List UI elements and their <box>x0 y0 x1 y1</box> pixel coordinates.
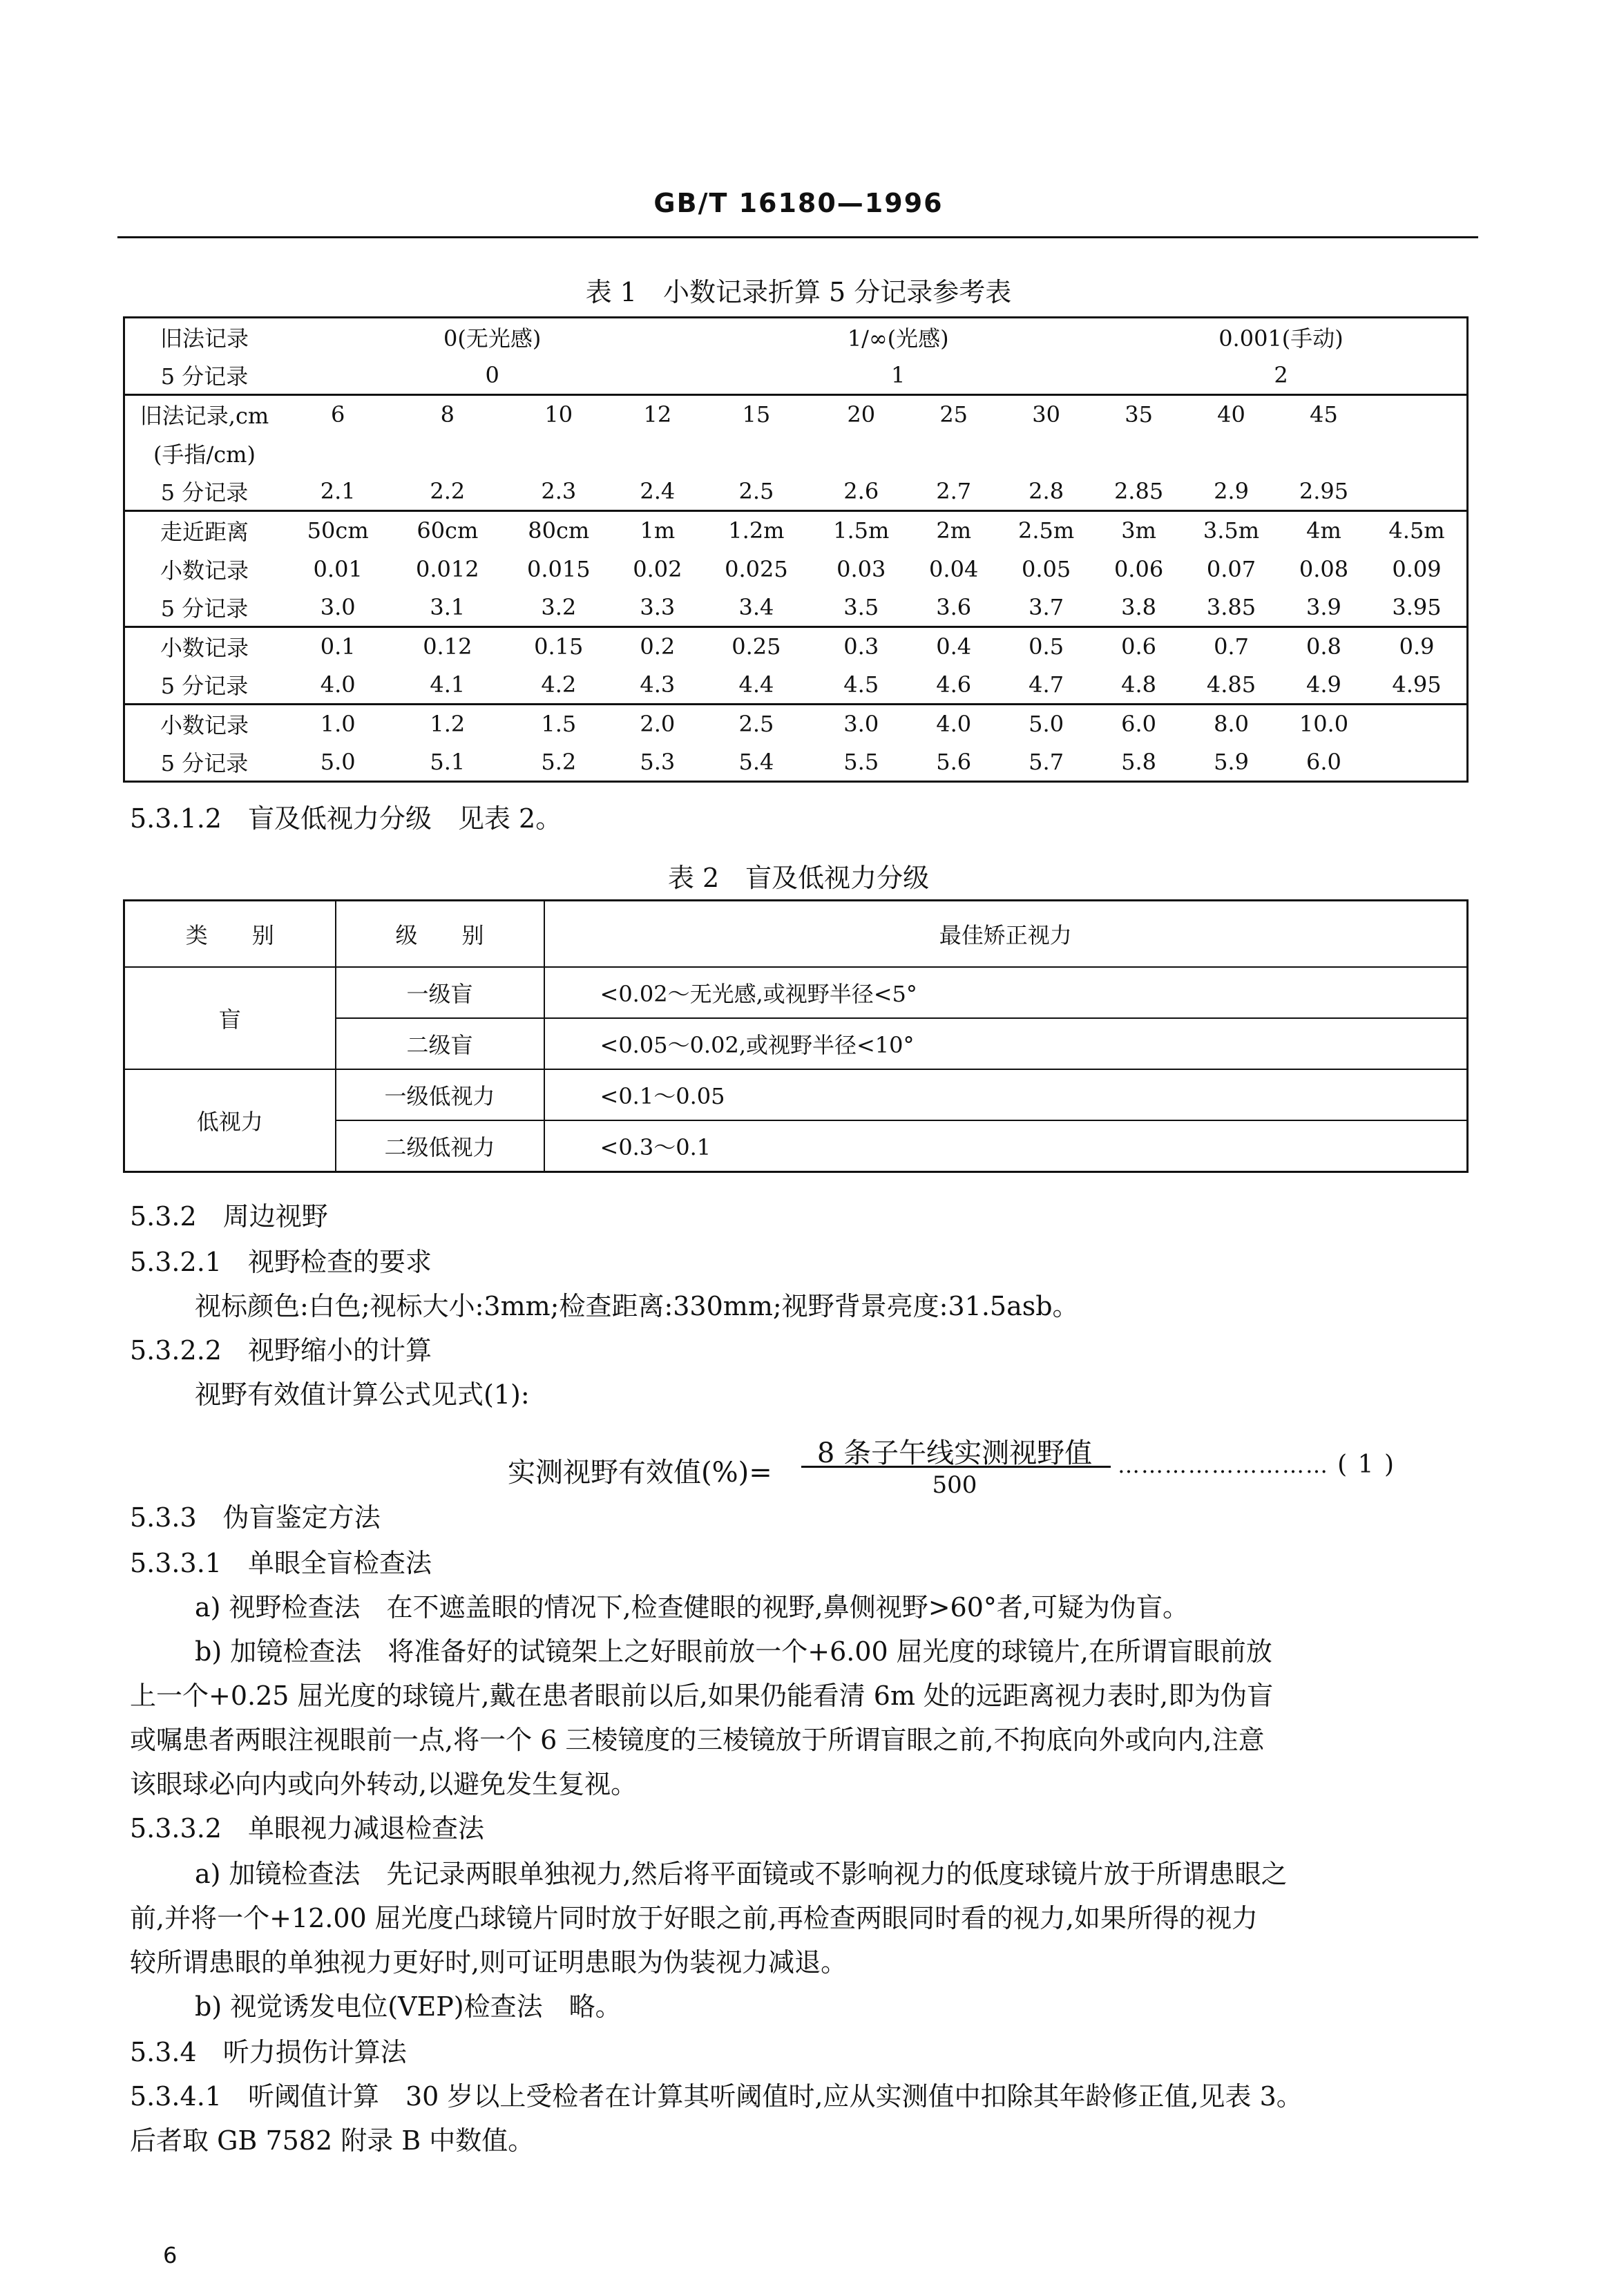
cell: 5.9 <box>1214 748 1249 775</box>
formula-denominator: 500 <box>932 1471 977 1499</box>
cell: 0.02 <box>633 555 682 582</box>
section-5-3-2-1: 5.3.2.1 视野检查的要求 <box>130 1247 432 1277</box>
cell: 4.7 <box>1029 671 1064 698</box>
cell: 3.8 <box>1121 593 1157 620</box>
cell: 1.2 <box>430 711 466 738</box>
section-5-3-1-2: 5.3.1.2 盲及低视力分级 见表 2。 <box>130 803 562 834</box>
cell: 5.0 <box>1029 711 1064 738</box>
cell <box>1096 434 1182 472</box>
cell: 2m <box>936 517 972 544</box>
cell: 10.0 <box>1299 711 1349 738</box>
cell: 0.01 <box>313 555 363 582</box>
cell: 4m <box>1306 517 1341 544</box>
cell: 0.015 <box>526 555 591 582</box>
cell: 3.5m <box>1203 517 1260 544</box>
formula-numerator: 8 条子午线实测视野值 <box>816 1437 1093 1469</box>
section-5-3-4: 5.3.4 听力损伤计算法 <box>130 2037 407 2067</box>
cell: 80cm <box>528 517 590 544</box>
cell: 2.8 <box>1029 477 1064 504</box>
cell: 0.4 <box>936 633 972 660</box>
fraction-bar <box>801 1466 1111 1468</box>
cell: 2.85 <box>1113 477 1164 504</box>
cell: 4.0 <box>320 671 356 698</box>
level-cell: 一级低视力 <box>336 1069 544 1120</box>
cell: 10 <box>544 401 573 428</box>
cell: 0.012 <box>416 555 479 582</box>
header-rule <box>117 236 1478 238</box>
paragraph: 较所谓患眼的单独视力更好时,则可证明患眼为伪装视力减退。 <box>130 1947 848 1978</box>
cell: 3.9 <box>1306 593 1341 620</box>
cell: 3.0 <box>843 711 879 738</box>
cell: 6 <box>330 401 345 428</box>
cell: 5.4 <box>738 748 774 775</box>
cell: 2.9 <box>1214 477 1249 504</box>
section-5-3-3-2: 5.3.3.2 单眼视力减退检查法 <box>130 1813 484 1844</box>
cell: 4.0 <box>936 711 972 738</box>
cell: 15 <box>742 401 771 428</box>
row-label: 5 分记录 <box>160 672 249 699</box>
cell <box>1281 434 1367 472</box>
cell: 2.95 <box>1299 477 1349 504</box>
cell: 3.6 <box>936 593 972 620</box>
cell: 20 <box>847 401 876 428</box>
cell <box>1367 743 1467 782</box>
decimal-group-1 <box>124 511 1468 627</box>
cell: 0.001(手动) <box>1218 325 1343 352</box>
table-row <box>124 666 1468 705</box>
cell: 0.15 <box>534 633 584 660</box>
equation-number: ( 1 ) <box>1337 1451 1396 1479</box>
row-label: 5 分记录 <box>160 749 249 776</box>
cell: 3.2 <box>541 593 577 620</box>
cell <box>910 434 997 472</box>
category-blind: 盲 <box>124 967 336 1069</box>
formula-lhs: 实测视野有效值(%)= <box>508 1457 772 1489</box>
cell: 25 <box>939 401 968 428</box>
cell: 0 <box>485 361 499 388</box>
category-low-vision: 低视力 <box>124 1069 336 1172</box>
finger-count-section <box>124 395 1468 511</box>
cell: 3.0 <box>320 593 356 620</box>
cell: 2 <box>1274 361 1288 388</box>
paragraph: b) 视觉诱发电位(VEP)检查法 略。 <box>195 1991 622 2022</box>
table-row <box>124 627 1468 666</box>
cell: 2.5m <box>1018 517 1075 544</box>
header-criteria: 最佳矫正视力 <box>544 901 1468 968</box>
cell: 5.1 <box>430 748 466 775</box>
paragraph: 视野有效值计算公式见式(1): <box>195 1379 530 1410</box>
paragraph: 或嘱患者两眼注视眼前一点,将一个 6 三棱镜度的三棱镜放于所谓盲眼之前,不拘底向外或向内,注意 <box>130 1725 1265 1755</box>
cell: 4.8 <box>1121 671 1157 698</box>
cell <box>700 434 812 472</box>
table2 <box>123 899 1469 1173</box>
cell: 40 <box>1217 401 1245 428</box>
cell <box>1367 705 1467 743</box>
section-5-3-2-2: 5.3.2.2 视野缩小的计算 <box>130 1335 432 1366</box>
cell: 0.025 <box>725 555 788 582</box>
cell: 1.5m <box>833 517 890 544</box>
header-level: 级 别 <box>336 901 544 968</box>
leader-dots: ……………………… <box>1118 1452 1329 1478</box>
cell: 2.0 <box>640 711 676 738</box>
cell: 0.12 <box>423 633 472 660</box>
cell <box>503 434 614 472</box>
cell: 3.1 <box>430 593 466 620</box>
cell: 4.95 <box>1392 671 1442 698</box>
cell: 4.1 <box>430 671 466 698</box>
table-row <box>124 434 1468 472</box>
cell: 4.2 <box>541 671 577 698</box>
cell <box>997 434 1096 472</box>
cell: 0.5 <box>1029 633 1064 660</box>
cell: 8.0 <box>1214 711 1249 738</box>
cell <box>392 434 503 472</box>
row-label: 5 分记录 <box>160 595 249 622</box>
cell: 0.08 <box>1299 555 1349 582</box>
cell: 0.8 <box>1306 633 1341 660</box>
table-row <box>124 743 1468 782</box>
row-label: 小数记录 <box>160 712 249 739</box>
cell <box>284 434 392 472</box>
paragraph: 后者取 GB 7582 附录 B 中数值。 <box>130 2125 535 2156</box>
cell: 0.09 <box>1392 555 1442 582</box>
cell: 0.04 <box>929 555 979 582</box>
criteria-cell: <0.1～0.05 <box>544 1069 1468 1120</box>
cell: 0.05 <box>1022 555 1071 582</box>
row-label: 小数记录 <box>160 557 249 584</box>
cell: 3.5 <box>843 593 879 620</box>
standard-number: GB/T 16180—1996 <box>653 188 944 218</box>
cell <box>1182 434 1281 472</box>
cell <box>1367 472 1467 511</box>
level-cell: 二级盲 <box>336 1018 544 1069</box>
cell: 2.6 <box>843 477 879 504</box>
cell: 0.25 <box>731 633 781 660</box>
cell: 3.85 <box>1206 593 1256 620</box>
cell: 0.3 <box>843 633 879 660</box>
cell: 2.5 <box>738 477 774 504</box>
cell: 30 <box>1032 401 1060 428</box>
cell: 45 <box>1310 401 1338 428</box>
table-row <box>124 705 1468 743</box>
decimal-group-2 <box>124 627 1468 705</box>
table-row <box>124 550 1468 589</box>
cell: 5.3 <box>640 748 676 775</box>
paragraph: 该眼球必向内或向外转动,以避免发生复视。 <box>130 1769 638 1799</box>
cell: 1.2m <box>728 517 785 544</box>
cell: 2.7 <box>936 477 972 504</box>
level-cell: 二级低视力 <box>336 1120 544 1172</box>
cell: 0.1 <box>320 633 356 660</box>
row-label: 5 分记录 <box>160 479 249 506</box>
cell: 35 <box>1125 401 1153 428</box>
cell: 1.0 <box>320 711 356 738</box>
cell: 2.5 <box>738 711 774 738</box>
cell: 3m <box>1121 517 1156 544</box>
cell: 0.6 <box>1121 633 1157 660</box>
cell: 0.07 <box>1206 555 1256 582</box>
table1 <box>123 316 1469 783</box>
cell: 5.5 <box>843 748 879 775</box>
cell: 0.06 <box>1113 555 1164 582</box>
cell <box>1367 395 1467 434</box>
paragraph: 视标颜色:白色;视标大小:3mm;检查距离:330mm;视野背景亮度:31.5asb。 <box>195 1291 1079 1321</box>
level-cell: 一级盲 <box>336 967 544 1018</box>
cell: 1m <box>640 517 676 544</box>
cell: 3.4 <box>738 593 774 620</box>
cell <box>1367 434 1467 472</box>
table-row <box>124 1069 1468 1120</box>
row-label: 旧法记录 <box>160 325 249 352</box>
cell: 2.3 <box>541 477 577 504</box>
cell: 4.5 <box>843 671 879 698</box>
paragraph: 上一个+0.25 屈光度的球镜片,戴在患者眼前以后,如果仍能看清 6m 处的远距离视力表时,即为伪盲 <box>130 1681 1274 1711</box>
cell: 5.6 <box>936 748 972 775</box>
table-row <box>124 318 1468 356</box>
formula-leader-dots <box>1118 1451 1395 1479</box>
cell: 4.6 <box>936 671 972 698</box>
header-category: 类 别 <box>124 901 336 968</box>
section-5-3-2: 5.3.2 周边视野 <box>130 1201 328 1232</box>
decimal-group-3 <box>124 705 1468 782</box>
cell: 3.95 <box>1392 593 1442 620</box>
criteria-cell: <0.05～0.02,或视野半径<10° <box>544 1018 1468 1069</box>
cell: 1.5 <box>541 711 577 738</box>
row-label: 旧法记录,cm <box>140 403 269 430</box>
table-row <box>124 395 1468 434</box>
criteria-cell: <0.3～0.1 <box>544 1120 1468 1172</box>
section-5-3-3: 5.3.3 伪盲鉴定方法 <box>130 1502 381 1533</box>
criteria-cell: <0.02～无光感,或视野半径<5° <box>544 967 1468 1018</box>
section-5-3-3-1: 5.3.3.1 单眼全盲检查法 <box>130 1548 432 1578</box>
cell: 12 <box>643 401 672 428</box>
table2-caption: 表 2 盲及低视力分级 <box>667 863 930 893</box>
table-row <box>124 511 1468 550</box>
page-number: 6 <box>163 2242 178 2268</box>
cell: 0.03 <box>836 555 886 582</box>
cell: 4.4 <box>738 671 774 698</box>
cell <box>812 434 910 472</box>
cell: 2.2 <box>430 477 466 504</box>
cell: 0(无光感) <box>443 325 542 352</box>
table-row <box>124 472 1468 511</box>
cell: 1 <box>891 361 906 388</box>
cell: 5.2 <box>541 748 577 775</box>
section-5-3-4-1: 5.3.4.1 听阈值计算 30 岁以上受检者在计算其听阈值时,应从实测值中扣除其年龄修正值,见表 3。 <box>130 2081 1303 2112</box>
table-row <box>124 356 1468 395</box>
row-label: (手指/cm) <box>153 441 256 468</box>
table-row <box>124 589 1468 627</box>
cell: 4.85 <box>1206 671 1256 698</box>
cell: 1/∞(光感) <box>847 325 949 352</box>
paragraph: a) 视野检查法 在不遮盖眼的情况下,检查健眼的视野,鼻侧视野>60°者,可疑为伪盲。 <box>195 1592 1189 1623</box>
cell: 3.7 <box>1029 593 1064 620</box>
table1-caption: 表 1 小数记录折算 5 分记录参考表 <box>585 277 1012 307</box>
table-header-row <box>124 901 1468 968</box>
cell: 0.2 <box>640 633 676 660</box>
cell: 50cm <box>307 517 369 544</box>
cell: 6.0 <box>1121 711 1157 738</box>
cell: 8 <box>440 401 455 428</box>
row-label: 5 分记录 <box>160 363 249 390</box>
row-label: 小数记录 <box>160 635 249 662</box>
cell: 5.0 <box>320 748 356 775</box>
row-label: 走近距离 <box>160 519 249 546</box>
paragraph: b) 加镜检查法 将准备好的试镜架上之好眼前放一个+6.00 屈光度的球镜片,在所谓盲眼前放 <box>195 1636 1272 1667</box>
table-row <box>124 967 1468 1018</box>
cell: 6.0 <box>1306 748 1341 775</box>
cell: 4.3 <box>640 671 676 698</box>
cell: 60cm <box>417 517 479 544</box>
cell: 4.5m <box>1388 517 1445 544</box>
paragraph: a) 加镜检查法 先记录两眼单独视力,然后将平面镜或不影响视力的低度球镜片放于所谓患眼之 <box>195 1859 1288 1889</box>
cell: 5.8 <box>1121 748 1157 775</box>
cell: 0.9 <box>1399 633 1435 660</box>
cell: 0.7 <box>1214 633 1249 660</box>
cell: 2.1 <box>320 477 356 504</box>
cell <box>614 434 700 472</box>
cell: 5.7 <box>1029 748 1064 775</box>
cell: 2.4 <box>640 477 676 504</box>
cell: 3.3 <box>640 593 676 620</box>
cell: 4.9 <box>1306 671 1341 698</box>
paragraph: 前,并将一个+12.00 屈光度凸球镜片同时放于好眼之前,再检查两眼同时看的视力,如果所得的视力 <box>130 1903 1258 1933</box>
